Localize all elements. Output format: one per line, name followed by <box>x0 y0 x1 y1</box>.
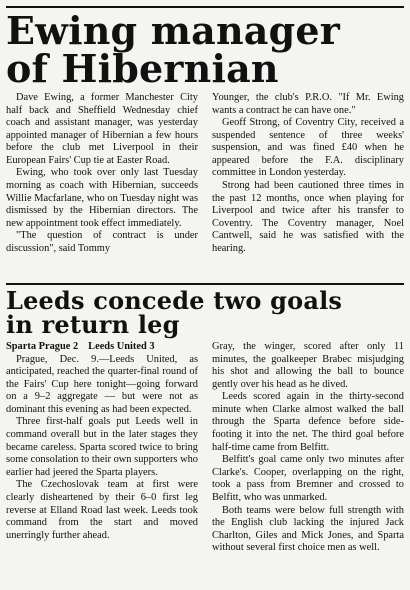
headline-ewing-line2: of Hibernian <box>6 46 279 91</box>
paragraph: Leeds scored again in the thirty-second minute when Clarke almost walked the ball through the Sparta defence before side-footing it into the net. The third goal before half-time came from Belfitt. <box>212 391 404 453</box>
story1-right-column <box>212 92 404 277</box>
paragraph: "The question of contract is under discussion", said Tommy <box>6 230 198 254</box>
paragraph: Geoff Strong, of Coventry City, received a suspended sentence of three weeks' suspension, and was fined £40 when he appeared before the F.A. disciplinary committee in London yesterday. <box>212 117 404 179</box>
story1-columns <box>6 92 404 277</box>
paragraph: Ewing, who took over only last Tuesday morning as coach with Hibernian, succeeds Willie Macfarlane, who on Tuesday night was dismissed by the Hibernian directors. The new appointment took effect immediately. <box>6 167 198 229</box>
headline-leeds-line1: Leeds concede two goals <box>6 286 343 315</box>
paragraph: Gray, the winger, scored after only 11 minutes, the goalkeeper Brabec misjudging his shot and allowing the ball to bounce gently over his head as he dived. <box>212 341 404 390</box>
paragraph: The Czechoslovak team at first were clearly disheartened by their 6–0 first leg reverse at Elland Road last week. Leeds took command from the start and moved unerringly further ahead. <box>6 479 198 541</box>
story2-left-column <box>6 341 198 569</box>
story-ewing-manager <box>6 6 404 277</box>
paragraph: Both teams were below full strength with the English club lacking the injured Jack Charlton, Giles and Mick Jones, and Sparta without several first choice men as well. <box>212 504 404 554</box>
headline-leeds <box>6 286 404 339</box>
paragraph: Prague, Dec. 9.—Leeds United, as anticipated, reached the quarter-final round of the Fairs' Cup here tonight—going forward on a 9–2 aggregate — but were not as dominant this evening as had been expected. <box>6 353 198 415</box>
story-leeds-concede <box>6 286 404 569</box>
paragraph: Dave Ewing, a former Manchester City half back and Sheffield Wednesday chief coach and assistant manager, was yesterday appointed manager of Hibernian a few hours before the club met Liverpool in their European Fairs' Cup tie at Easter Road. <box>6 92 198 166</box>
story1-left-column <box>6 92 198 277</box>
story2-columns <box>6 341 404 569</box>
story-divider <box>6 283 404 285</box>
score-home: Sparta Prague 2 <box>6 341 79 352</box>
scoreline <box>6 341 198 354</box>
paragraph: Younger, the club's P.R.O. "If Mr. Ewing wants a contract he can have one." <box>212 92 404 116</box>
paragraph: Strong had been cautioned three times in the past 12 months, once when playing for Liverpool and twice after his transfer to Coventry. The Coventry manager, Noel Cantwell, said he was satisfied with the hearing. <box>212 180 404 254</box>
paragraph: Three first-half goals put Leeds well in command overall but in the later stages they became careless. Sparta scored twice to bring some consolation to their own supporters who earlier had jeered the Sparta players. <box>6 416 198 478</box>
score-away: Leeds United 3 <box>88 341 155 352</box>
headline-leeds-line2: in return leg <box>6 310 180 339</box>
headline-ewing-line1: Ewing manager <box>6 8 340 53</box>
paragraph: Belfitt's goal came only two minutes after Clarke's. Cooper, overlapping on the right, took a pass from Bremner and crossed to Belfitt, who was unmarked. <box>212 454 404 503</box>
headline-ewing <box>6 8 404 91</box>
story2-right-column <box>212 341 404 569</box>
